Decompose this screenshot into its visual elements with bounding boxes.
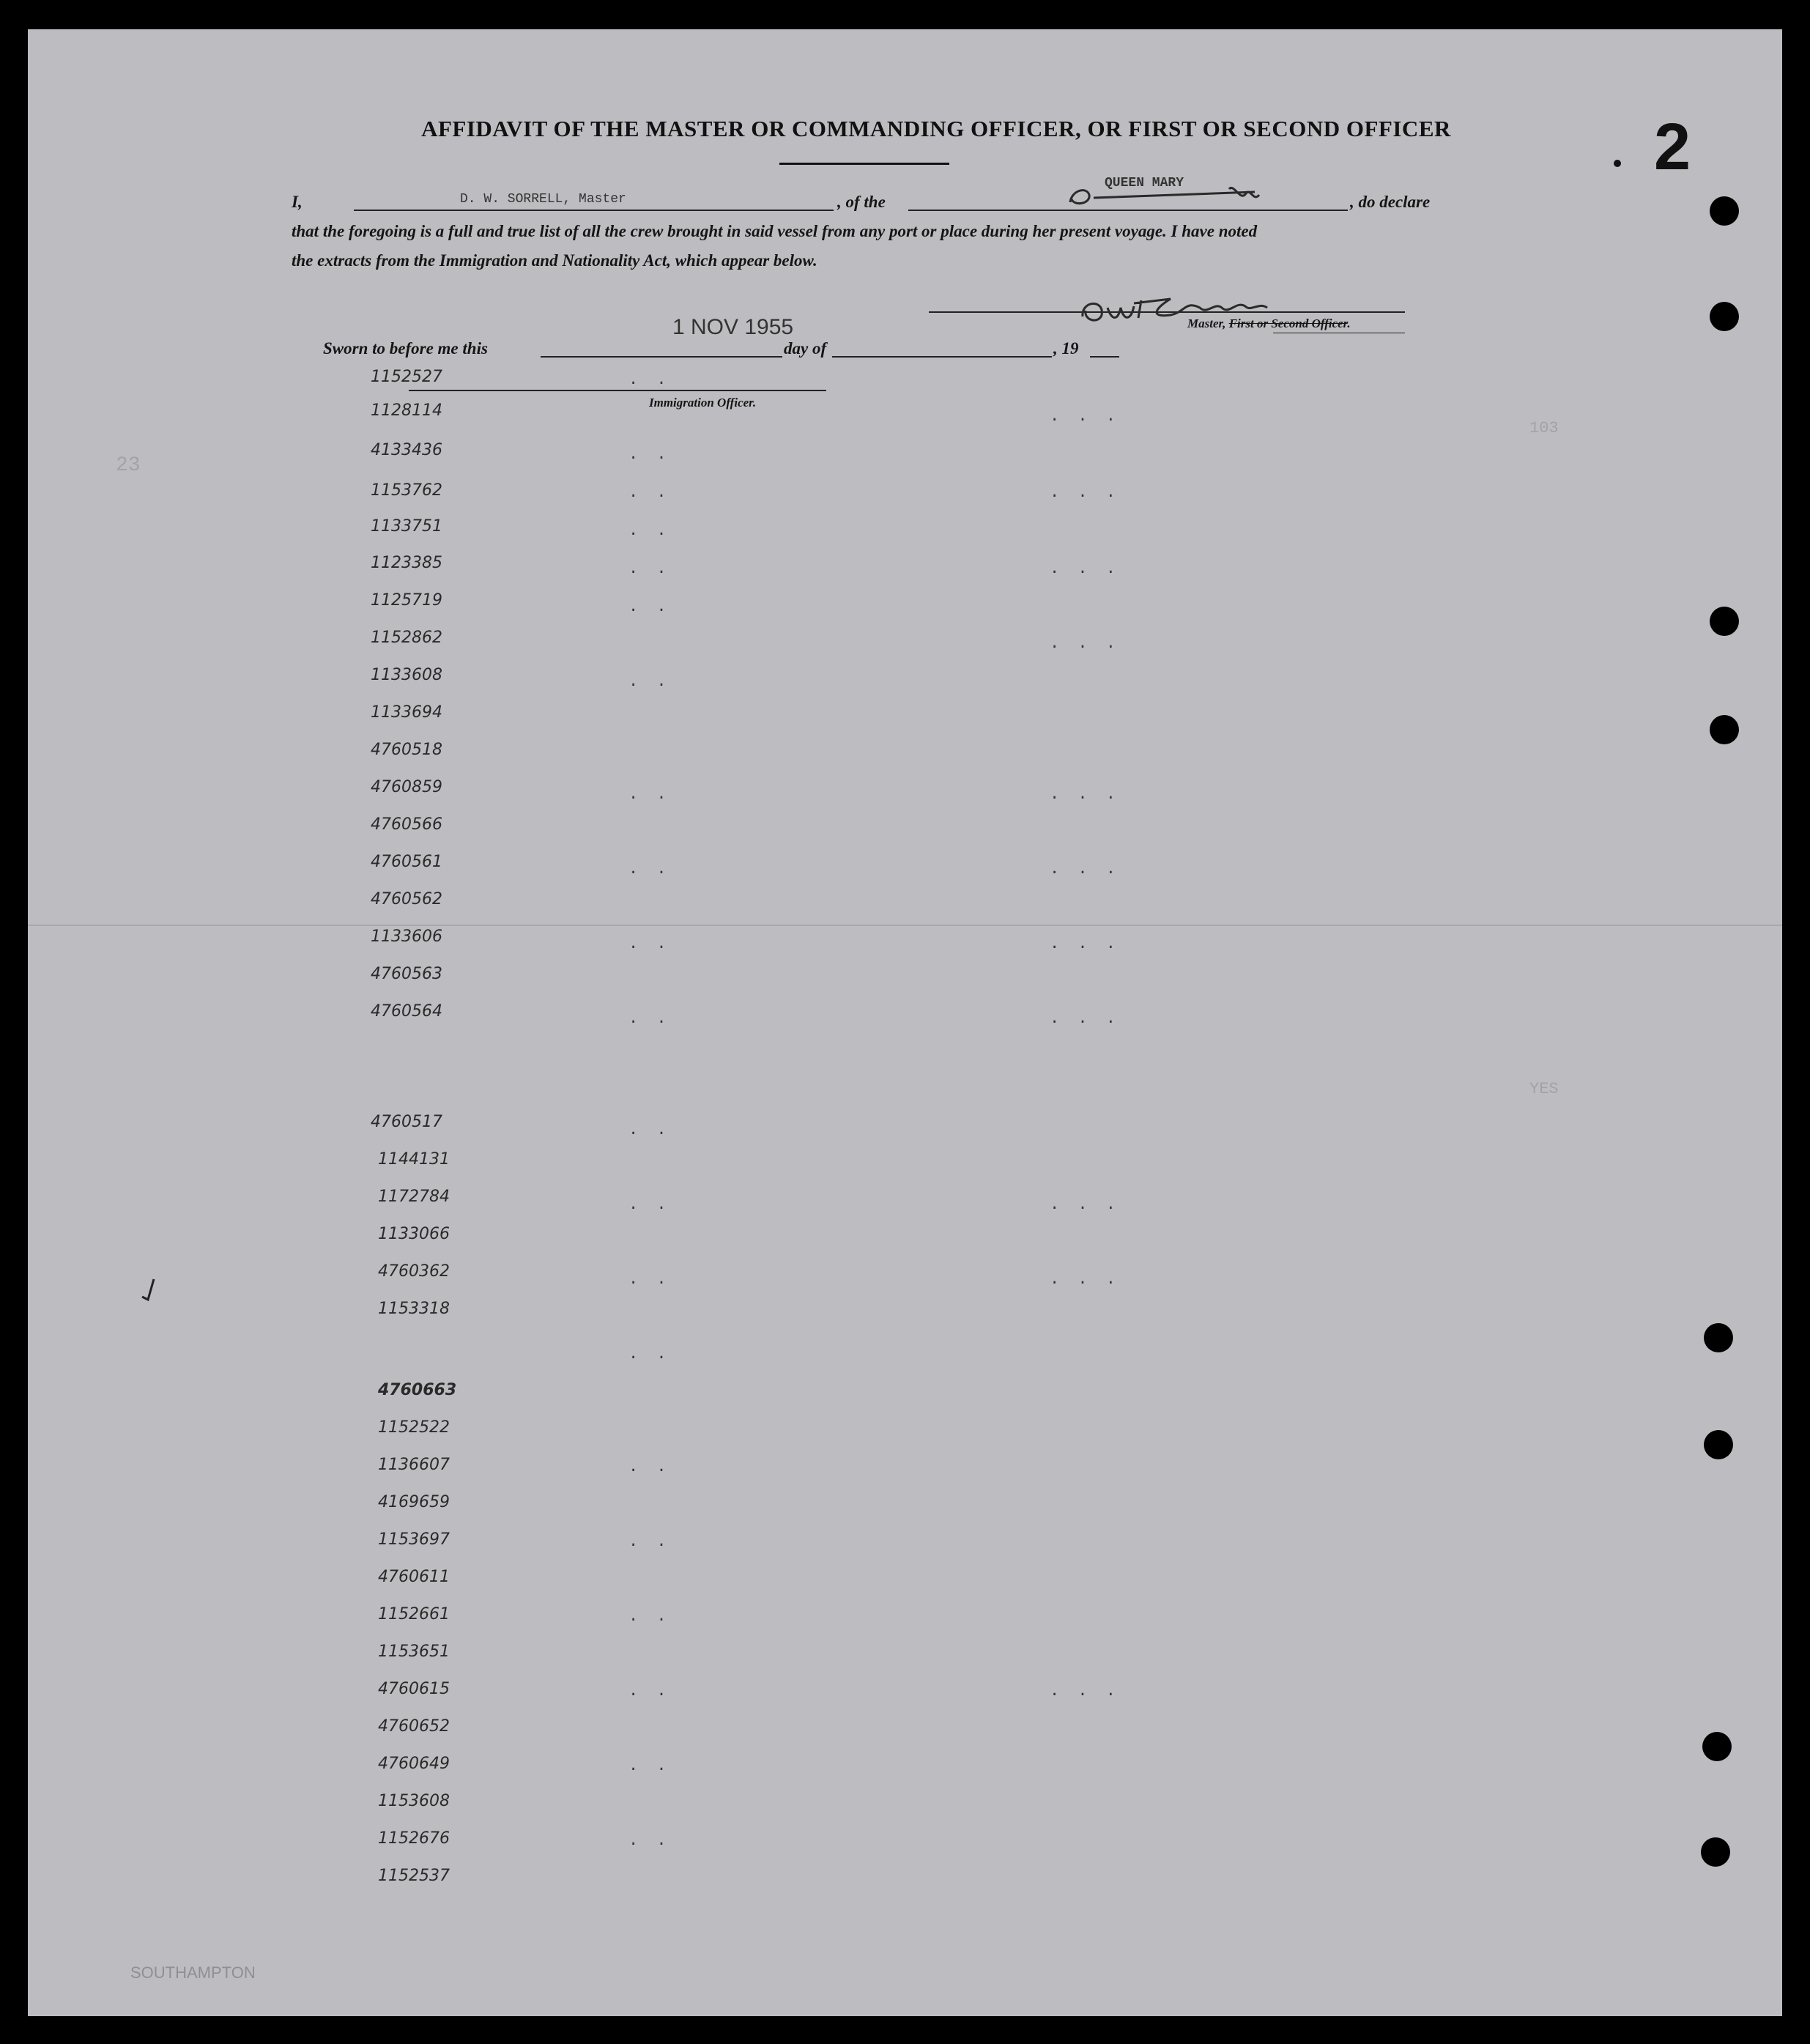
bleed-through-text: 103	[1529, 419, 1559, 437]
hw-number: 1172784	[378, 1188, 450, 1206]
ditto-mark: . .	[628, 1682, 671, 1700]
hw-number: 1133066	[378, 1225, 450, 1243]
hw-number: 1133694	[371, 703, 442, 722]
tick-mark	[138, 1275, 160, 1304]
hw-number: 1153762	[371, 481, 442, 500]
hw-number: 4760561	[371, 853, 442, 871]
ditto-mark: . .	[628, 1757, 671, 1775]
ditto-mark: . .	[628, 860, 671, 878]
body-line-2: the extracts from the Immigration and Nationality Act, which appear below.	[292, 251, 817, 270]
hw-number: 4760564	[371, 1002, 442, 1021]
ditto-mark: . . .	[1050, 1010, 1121, 1028]
ditto-mark: . .	[628, 1270, 671, 1289]
ditto-mark: . . .	[1050, 785, 1121, 804]
hw-number: 4760615	[378, 1680, 450, 1698]
year-prefix: , 19	[1053, 339, 1079, 358]
hw-number: 1152862	[371, 629, 442, 647]
hw-number: 1133751	[371, 517, 442, 536]
ditto-mark: . . .	[1050, 935, 1121, 953]
signature-title	[1187, 316, 1351, 331]
hw-number: 4760566	[371, 815, 442, 834]
day-of-label: day of	[784, 339, 827, 358]
hw-number: 1144131	[378, 1150, 450, 1169]
ditto-mark: . .	[628, 785, 671, 804]
hw-number: 1153608	[378, 1792, 450, 1810]
ditto-mark: . .	[628, 1607, 671, 1626]
punch-hole	[1710, 715, 1739, 744]
hw-number: 4760517	[371, 1113, 442, 1131]
hw-number: 4760649	[378, 1755, 450, 1773]
hw-number: 1123385	[371, 554, 442, 572]
hw-number: 1125719	[371, 591, 442, 610]
ink-dot	[1614, 160, 1621, 167]
punch-hole	[1704, 1430, 1733, 1459]
immigration-officer-line	[409, 390, 826, 391]
hw-number: 1152527	[371, 368, 442, 386]
document-page	[28, 29, 1782, 2016]
ditto-mark: . .	[628, 445, 671, 464]
signature-title-struck: First or Second Officer	[1228, 316, 1348, 330]
ditto-mark: . . .	[1050, 407, 1121, 426]
hw-number: 4760611	[378, 1568, 450, 1586]
sworn-date-stamp: 1 NOV 1955	[672, 315, 794, 339]
page-number-mark: 2	[1654, 111, 1691, 184]
master-name-line	[354, 210, 834, 211]
ditto-mark: . . .	[1050, 1270, 1121, 1289]
sworn-day-line	[541, 356, 782, 358]
punch-hole	[1710, 196, 1739, 226]
ditto-mark: . . .	[1050, 634, 1121, 653]
ditto-mark: . .	[628, 1533, 671, 1551]
title-underline	[779, 163, 949, 165]
ditto-mark: . .	[628, 1196, 671, 1214]
hw-number: 4760663	[378, 1381, 457, 1399]
ditto-mark: . .	[628, 1832, 671, 1850]
master-name: D. W. SORRELL, Master	[460, 192, 626, 207]
hw-number: 1136607	[378, 1456, 450, 1474]
hw-number: 1152537	[378, 1867, 450, 1885]
ditto-mark: . . .	[1050, 1196, 1121, 1214]
of-the-label: , of the	[837, 193, 886, 211]
hw-number: 4760562	[371, 890, 442, 908]
hw-number: 1153651	[378, 1643, 450, 1661]
hw-number: 1133606	[371, 927, 442, 946]
bleed-through-text: YES	[1529, 1080, 1559, 1098]
hw-number: 4760652	[378, 1717, 450, 1736]
bleed-through-text: 23	[116, 454, 141, 477]
hw-number: 1152661	[378, 1605, 450, 1623]
fold-crease	[28, 925, 1782, 926]
signature-title-suffix: .	[1347, 316, 1351, 330]
ditto-mark: . .	[628, 371, 671, 389]
ditto-mark: . .	[628, 673, 671, 691]
i-label: I,	[292, 193, 303, 211]
sworn-month-line	[832, 356, 1052, 358]
hw-number: 1153318	[378, 1300, 450, 1318]
sworn-label: Sworn to before me this	[323, 339, 488, 358]
ditto-mark: . . .	[1050, 1682, 1121, 1700]
body-line-1: that the foregoing is a full and true list of all the crew brought in said vessel from any port or place during her present voyage. I have noted	[292, 222, 1258, 240]
punch-hole	[1701, 1837, 1730, 1867]
vessel-handwriting	[1064, 176, 1269, 212]
signature-title-prefix: Master,	[1187, 316, 1229, 330]
hw-number: 1152676	[378, 1829, 450, 1848]
hw-number: 1128114	[371, 401, 442, 420]
hw-number: 1153697	[378, 1530, 450, 1549]
hw-number: 4760362	[378, 1262, 450, 1281]
hw-number: 4169659	[378, 1493, 450, 1511]
punch-hole	[1710, 302, 1739, 331]
ditto-mark: . .	[628, 935, 671, 953]
ditto-mark: . . .	[1050, 484, 1121, 502]
ditto-mark: . .	[628, 522, 671, 540]
affidavit-title: AFFIDAVIT OF THE MASTER OR COMMANDING OFFICER, OR FIRST OR SECOND OFFICER	[421, 116, 1451, 141]
hw-number: 1133608	[371, 666, 442, 684]
punch-hole	[1702, 1732, 1732, 1761]
ditto-mark: . .	[628, 484, 671, 502]
hw-number: 4760518	[371, 741, 442, 759]
hw-number: 1152522	[378, 1418, 450, 1437]
do-declare-label: , do declare	[1350, 193, 1431, 211]
ditto-mark: . .	[628, 1121, 671, 1139]
punch-hole	[1710, 607, 1739, 636]
hw-number: 4760859	[371, 778, 442, 796]
hw-number: 4133436	[371, 441, 442, 459]
ditto-mark: . .	[628, 1345, 671, 1363]
ditto-mark: . .	[628, 598, 671, 616]
ditto-mark: . .	[628, 1010, 671, 1028]
ditto-mark: . . .	[1050, 560, 1121, 578]
immigration-officer-label: Immigration Officer.	[649, 396, 757, 410]
vessel-name: QUEEN MARY	[1105, 176, 1184, 190]
hw-number: 4760563	[371, 965, 442, 983]
ditto-mark: . .	[628, 1458, 671, 1476]
ditto-mark: . .	[628, 560, 671, 578]
sworn-year-line	[1090, 356, 1119, 358]
bottom-stamp: SOUTHAMPTON	[130, 1963, 256, 1982]
ditto-mark: . . .	[1050, 860, 1121, 878]
punch-hole	[1704, 1323, 1733, 1352]
